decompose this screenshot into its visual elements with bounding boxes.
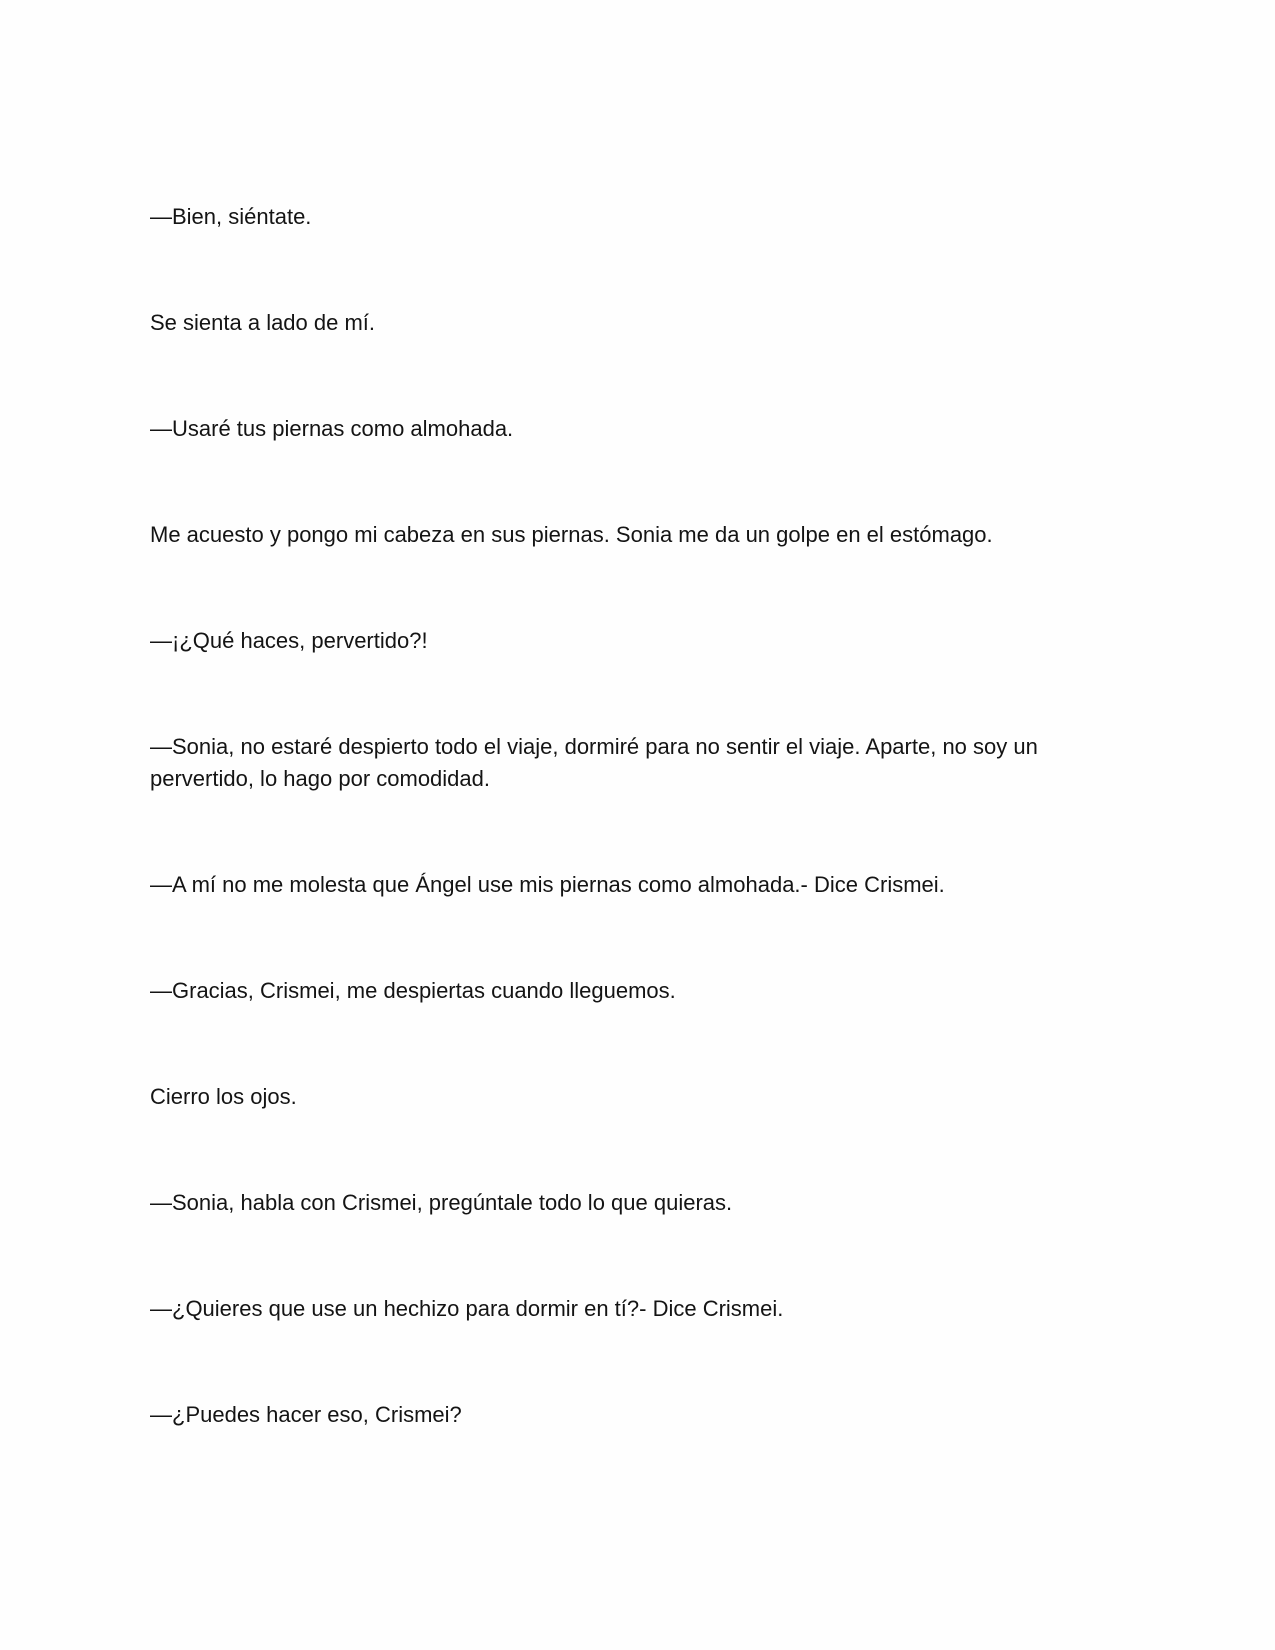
paragraph: —¿Puedes hacer eso, Crismei?	[150, 1402, 462, 1427]
paragraph: —¿Quieres que use un hechizo para dormir en tí?- Dice Crismei.	[150, 1296, 784, 1321]
paragraph: —Sonia, habla con Crismei, pregúntale todo lo que quieras.	[150, 1190, 733, 1215]
paragraph: Me acuesto y pongo mi cabeza en sus piernas. Sonia me da un golpe en el estómago.	[150, 522, 993, 547]
paragraph: Cierro los ojos.	[150, 1084, 297, 1109]
paragraph: Se sienta a lado de mí.	[150, 310, 376, 335]
paragraph: —Gracias, Crismei, me despiertas cuando lleguemos.	[150, 978, 676, 1003]
paragraph: —¡¿Qué haces, pervertido?!	[150, 628, 428, 653]
paragraph: —A mí no me molesta que Ángel use mis piernas como almohada.- Dice Crismei.	[150, 872, 945, 897]
paragraph: —Usaré tus piernas como almohada.	[150, 416, 514, 441]
paragraph: —Sonia, no estaré despierto todo el viaje, dormiré para no sentir el viaje. Aparte, no soy un pervertido, lo hago por comodidad.	[150, 734, 1038, 791]
paragraph: —Bien, siéntate.	[150, 204, 312, 229]
